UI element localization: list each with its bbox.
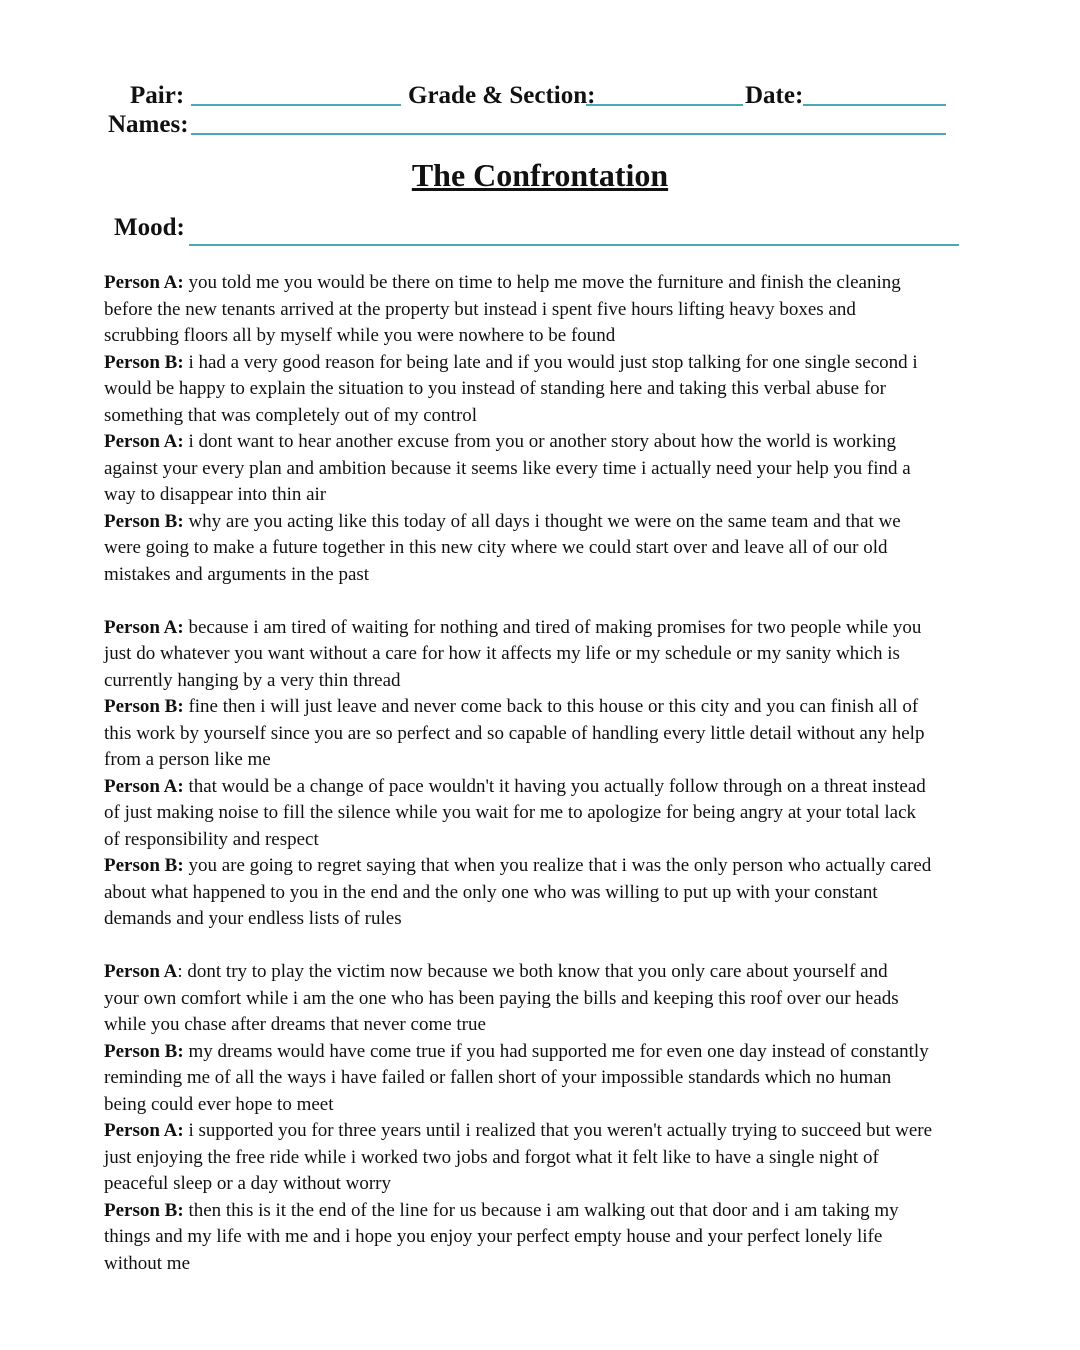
speaker-label: Person A: <box>104 1120 184 1141</box>
speaker-label: Person B: <box>104 855 184 876</box>
dialogue-line: Person B: then this is it the end of the line for us because i am walking out that door and i am taking my <box>104 1199 899 1221</box>
dialogue-entry <box>104 615 984 695</box>
speaker-label: Person A <box>104 961 178 982</box>
dialogue-line: way to disappear into thin air <box>104 484 327 505</box>
speaker-label: Person B: <box>104 1040 184 1062</box>
pair-label: Pair: <box>130 82 185 109</box>
dialogue-line: currently hanging by a very thin thread <box>104 669 401 691</box>
section-gap <box>104 588 984 615</box>
dialogue-line: scrubbing floors all by myself while you were nowhere to be found <box>104 325 616 346</box>
dialogue-line: things and my life with me and i hope you enjoy your perfect empty house and your perfect lonely life <box>104 1226 883 1247</box>
speaker-label: Person B: <box>104 1199 184 1221</box>
speaker-label: Person A: <box>104 431 184 452</box>
dialogue-line: just enjoying the free ride while i worked two jobs and forgot what it felt like to have a single night of <box>104 1146 879 1168</box>
dialogue-line: against your every plan and ambition because it seems like every time i actually need your help you find a <box>104 457 911 479</box>
page-title: The Confrontation <box>411 157 669 193</box>
dialogue-entry <box>104 1039 984 1119</box>
grade-section-input-line[interactable] <box>586 104 743 106</box>
speaker-label: Person A: <box>104 272 184 293</box>
speaker-label: Person A: <box>104 775 184 797</box>
dialogue-entry <box>104 509 984 589</box>
dialogue-line: peaceful sleep or a day without worry <box>104 1173 392 1194</box>
dialogue-line: of responsibility and respect <box>104 828 319 850</box>
dialogue-line: demands and your endless lists of rules <box>104 908 402 929</box>
date-input-line[interactable] <box>803 104 946 106</box>
names-label: Names: <box>108 111 189 138</box>
dialogue-line: while you chase after dreams that never come true <box>104 1014 486 1035</box>
speaker-label: Person B: <box>104 351 184 373</box>
dialogue-entry <box>104 959 984 1039</box>
dialogue-entry <box>104 853 984 933</box>
speaker-label: Person B: <box>104 696 184 717</box>
dialogue-line: Person B: fine then i will just leave and never come back to this house or this city and you can finish all of <box>104 696 919 717</box>
dialogue-line: from a person like me <box>104 749 271 770</box>
mood-input-line[interactable] <box>189 244 959 246</box>
dialogue-line: without me <box>104 1252 191 1274</box>
dialogue-line: about what happened to you in the end and the only one who was willing to put up with your constant <box>104 881 878 903</box>
section-gap <box>104 933 984 960</box>
names-input-line[interactable] <box>191 133 946 135</box>
dialogue-line: being could ever hope to meet <box>104 1093 334 1115</box>
dialogue-entry <box>104 1118 984 1198</box>
speaker-label: Person A: <box>104 616 184 638</box>
dialogue-line: Person B: why are you acting like this today of all days i thought we were on the same team and that we <box>104 510 901 532</box>
dialogue-line: would be happy to explain the situation to you instead of standing here and taking this verbal abuse for <box>104 378 886 399</box>
dialogue-line: this work by yourself since you are so perfect and so capable of handling every little detail without any help <box>104 722 925 744</box>
dialogue-line: Person A: dont try to play the victim now because we both know that you only care about yourself and <box>104 961 888 982</box>
dialogue-line: something that was completely out of my control <box>104 404 478 426</box>
dialogue-script <box>104 270 984 1277</box>
dialogue-entry <box>104 694 984 774</box>
dialogue-entry <box>104 429 984 509</box>
mood-label: Mood: <box>114 214 185 241</box>
dialogue-entry <box>104 1198 984 1278</box>
dialogue-entry <box>104 350 984 430</box>
dialogue-line: just do whatever you want without a care for how it affects my life or my schedule or my sanity which is <box>104 643 900 664</box>
dialogue-entry <box>104 774 984 854</box>
dialogue-line: Person B: i had a very good reason for being late and if you would just stop talking for one single second i <box>104 351 918 373</box>
dialogue-line: Person A: you told me you would be there on time to help me move the furniture and finish the cleaning <box>104 272 901 293</box>
dialogue-line: Person A: i supported you for three years until i realized that you weren't actually trying to succeed but were <box>104 1120 933 1141</box>
dialogue-line: mistakes and arguments in the past <box>104 563 370 585</box>
pair-input-line[interactable] <box>191 104 401 106</box>
dialogue-line: were going to make a future together in this new city where we could start over and leave all of our old <box>104 537 888 558</box>
dialogue-line: Person B: my dreams would have come true if you had supported me for even one day instead of constantly <box>104 1040 929 1062</box>
speaker-label: Person B: <box>104 510 184 532</box>
dialogue-line: your own comfort while i am the one who has been paying the bills and keeping this roof over our heads <box>104 987 899 1009</box>
dialogue-line: reminding me of all the ways i have failed or fallen short of your impossible standards which no human <box>104 1067 892 1088</box>
grade-section-label: Grade & Section: <box>408 82 596 109</box>
dialogue-line: before the new tenants arrived at the property but instead i spent five hours lifting heavy boxes and <box>104 298 856 320</box>
dialogue-line: Person A: that would be a change of pace wouldn't it having you actually follow through on a threat instead <box>104 775 926 797</box>
dialogue-line: Person B: you are going to regret saying that when you realize that i was the only person who actually cared <box>104 855 932 876</box>
dialogue-line: Person A: because i am tired of waiting for nothing and tired of making promises for two people while you <box>104 616 922 638</box>
dialogue-line: Person A: i dont want to hear another excuse from you or another story about how the world is working <box>104 431 897 452</box>
dialogue-line: of just making noise to fill the silence while you wait for me to apologize for being angry at your total lack <box>104 802 917 823</box>
dialogue-entry <box>104 270 984 350</box>
date-label: Date: <box>745 82 804 109</box>
